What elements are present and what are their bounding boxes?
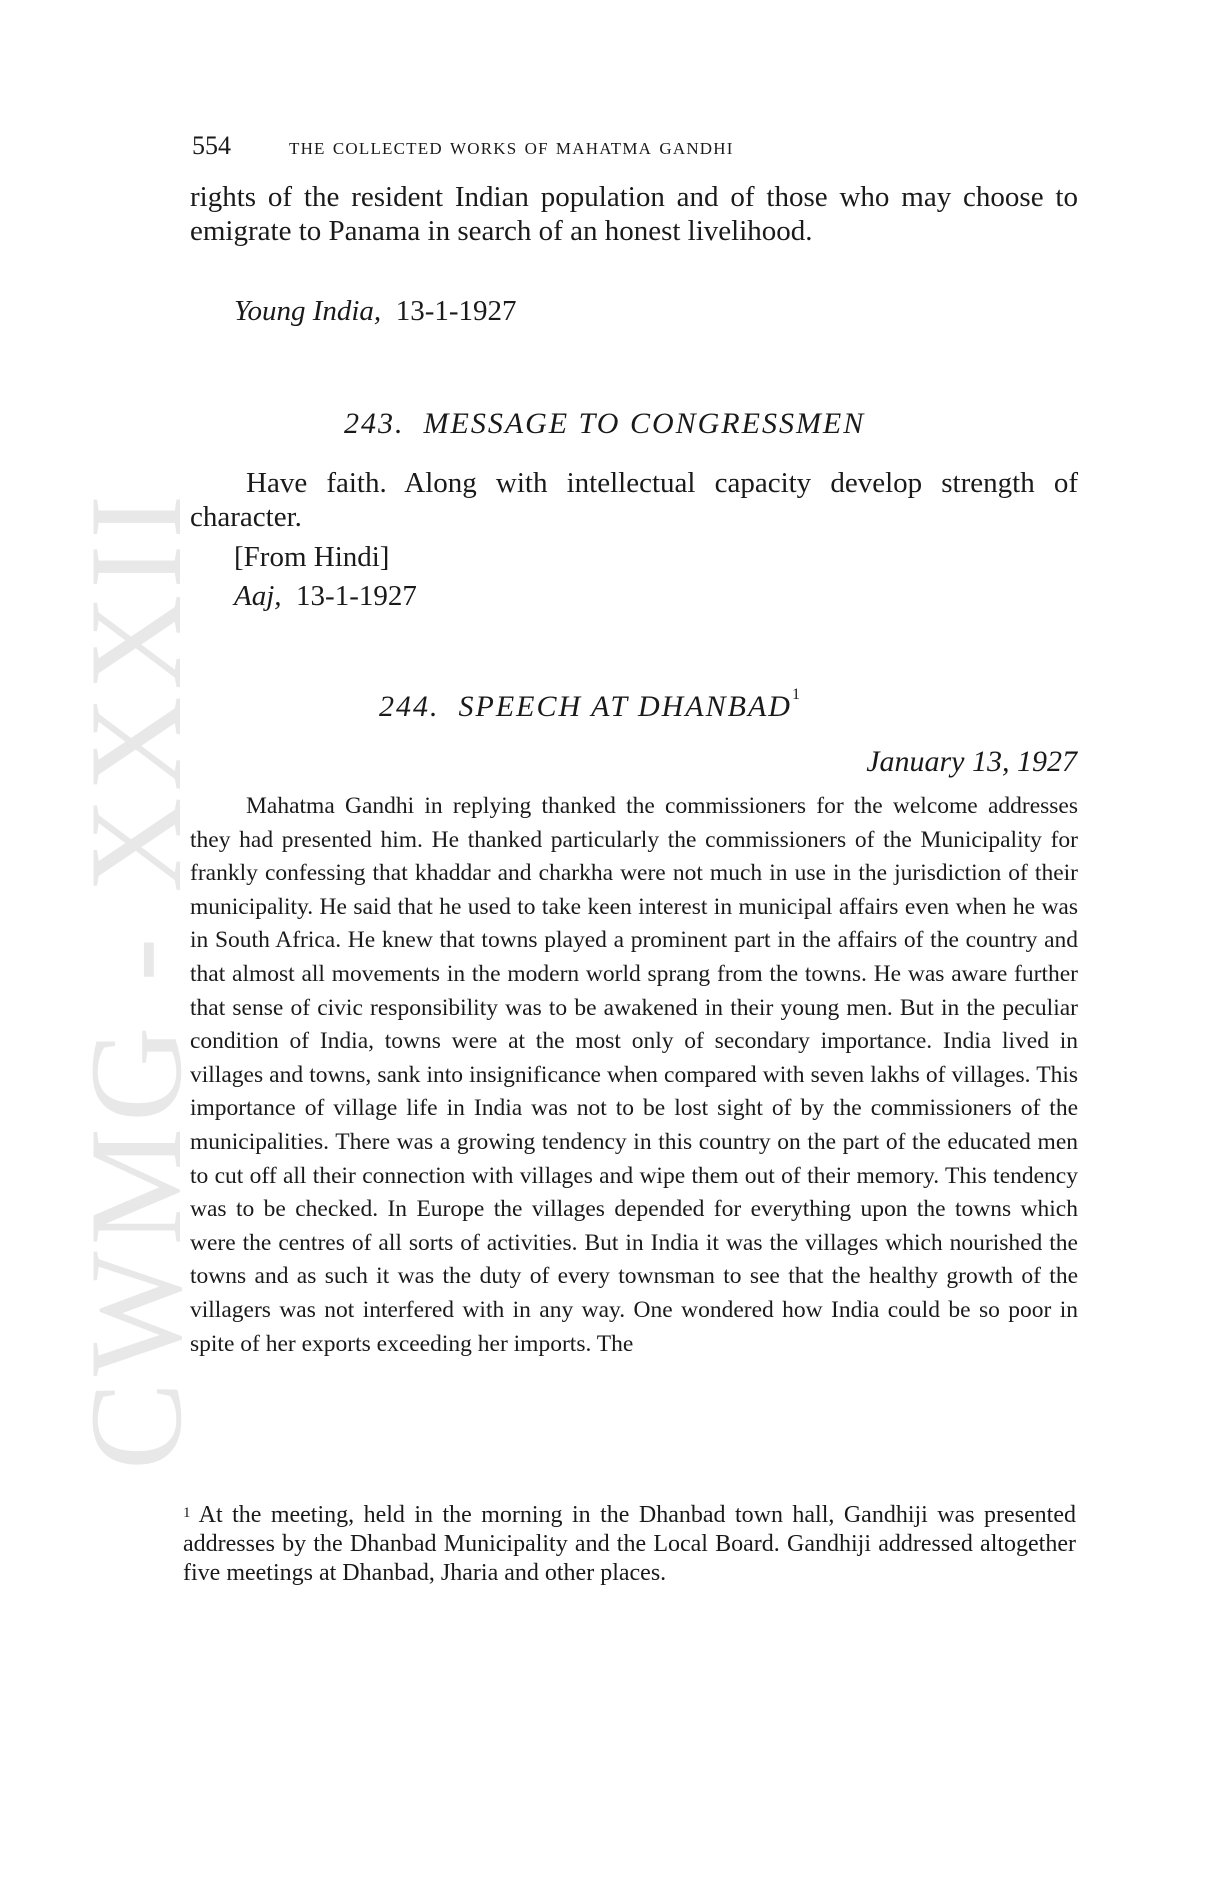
continued-paragraph: rights of the resident Indian population and of those who may choose to emigrate to Panama in search of an honest livelihood. xyxy=(190,181,1078,247)
section-number: 243. xyxy=(344,407,405,440)
source-publication: Young India, xyxy=(234,295,382,327)
page-number: 554 xyxy=(192,131,231,160)
section-title: MESSAGE TO CONGRESSMEN xyxy=(423,407,866,440)
section-title: SPEECH AT DHANBAD xyxy=(458,690,792,723)
source-citation xyxy=(234,295,517,328)
source-date: 13-1-1927 xyxy=(296,580,417,612)
source-citation xyxy=(234,580,417,613)
footnote xyxy=(183,1501,1076,1588)
section-number: 244. xyxy=(379,690,440,723)
section-244-body: Mahatma Gandhi in replying thanked the commissioners for the welcome addresses they had presented him. He thanked particularly the commissioners of the Municipality for frankly confessing that khaddar and charkha were not much in use in the jurisdiction of their municipality. He said that he used to take keen interest in municipal affairs even when he was in South Africa. He knew that towns played a prominent part in the affairs of the country and that almost all movements in the modern world sprang from the towns. He was aware further that sense of civic responsibility was to be awakened in their young men. But in the peculiar condition of India, towns were at the most only of secondary importance. India lived in villages and towns, sank into insignificance when compared with seven lakhs of villages. This importance of village life in India was not to be lost sight of by the commissioners of the municipalities. There was a growing tendency in this country on the part of the educated men to cut off all their connection with villages and wipe them out of their memory. This tendency was to be checked. In Europe the villages depended for everything upon the towns which were the centres of all sorts of activities. But in India it was the villages which nourished the towns and as such it was the duty of every townsman to see that the healthy growth of the villagers was not interfered with in any way. One wondered how India could be so poor in spite of her exports exceeding her imports. The xyxy=(190,793,1078,1357)
section-heading-243 xyxy=(344,407,865,441)
book-title: the collected works of mahatma gandhi xyxy=(289,134,734,160)
footnote-mark: 1 xyxy=(183,1505,191,1521)
running-head xyxy=(192,131,1072,161)
footnote-reference: 1 xyxy=(791,686,802,703)
source-publication: Aaj, xyxy=(234,580,282,612)
section-243-body: Have faith. Along with intellectual capacity develop strength of character. xyxy=(190,467,1078,533)
section-heading-244 xyxy=(379,686,802,724)
source-date: 13-1-1927 xyxy=(395,295,517,327)
watermark: CWMG - XXXII xyxy=(62,488,209,1470)
dateline: January 13, 1927 xyxy=(866,745,1077,778)
translation-note: [From Hindi] xyxy=(234,541,390,573)
footnote-text: At the meeting, held in the morning in the Dhanbad town hall, Gandhiji was presented addresses by the Dhanbad Municipality and the Local Board. Gandhiji addressed altogether five meetings at Dhanbad, Jharia and other places. xyxy=(183,1502,1076,1586)
